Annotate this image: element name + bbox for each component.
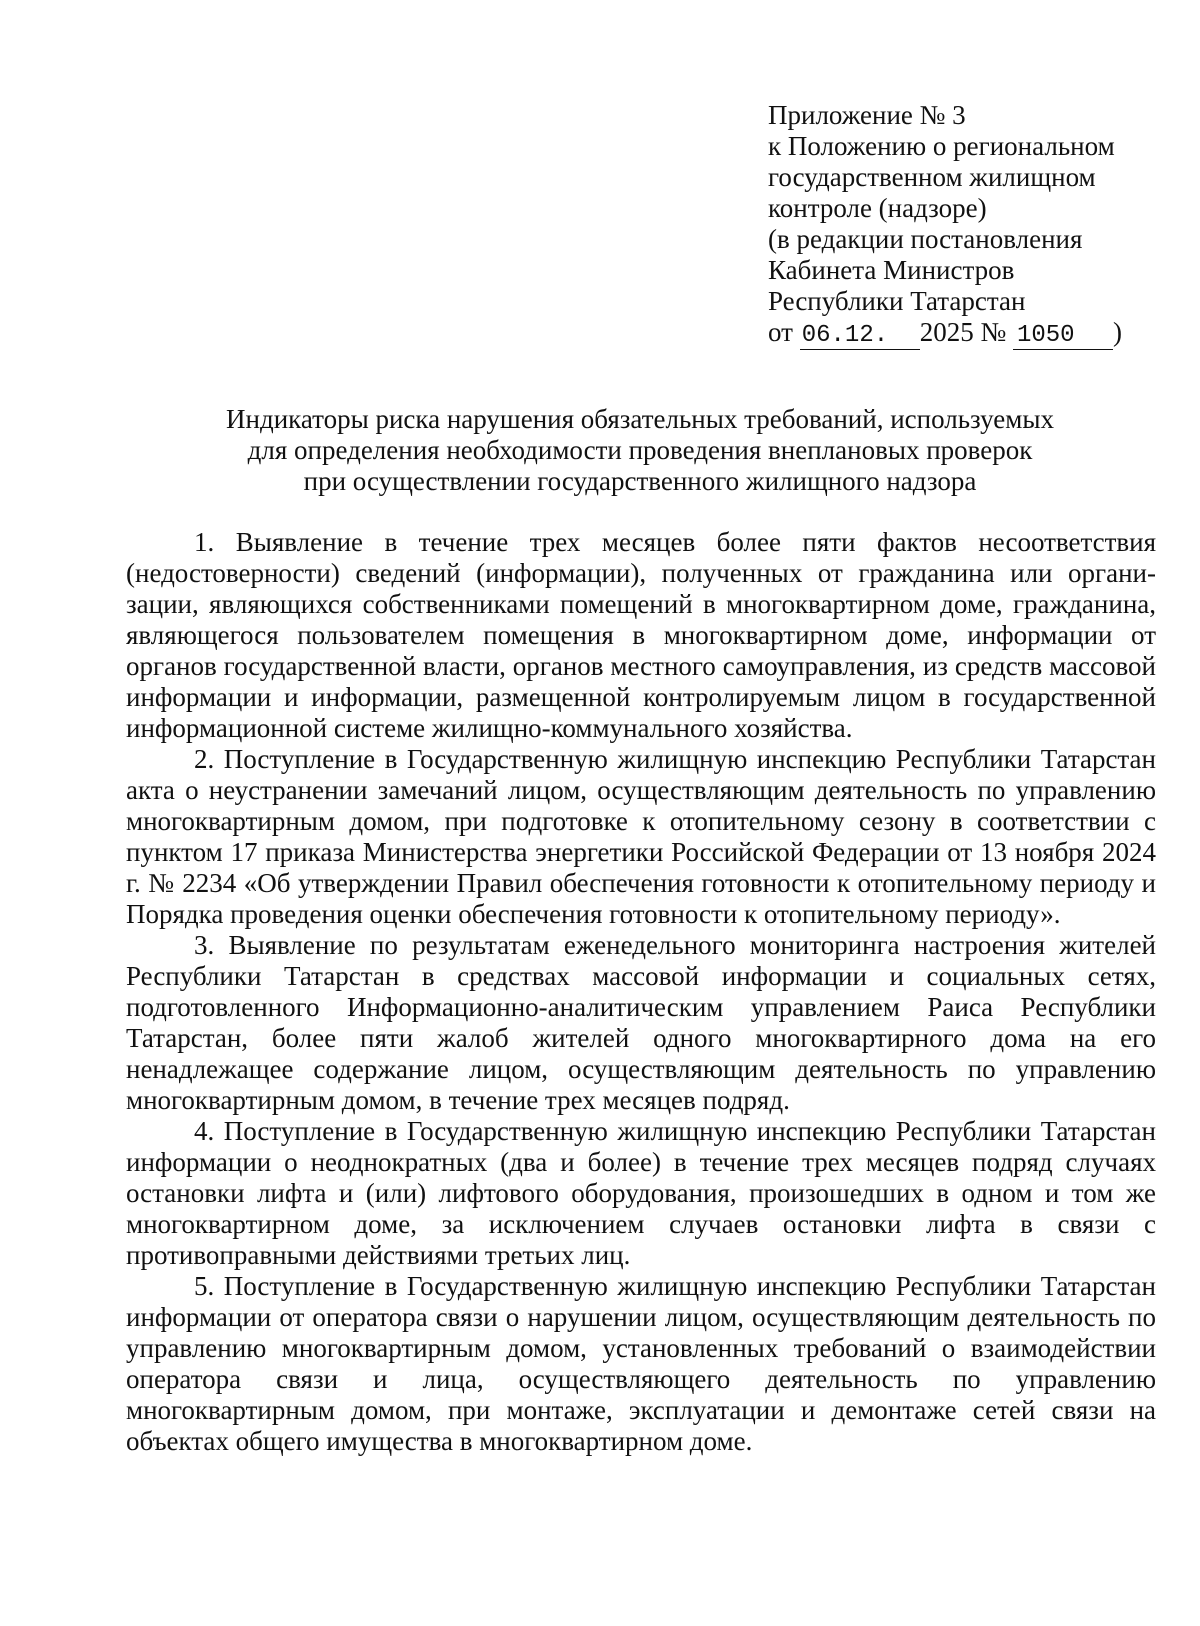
resolution-date-line — [768, 317, 1168, 350]
from-label: от — [768, 317, 793, 347]
appendix-line: к Положению о региональном — [768, 131, 1115, 161]
paragraph-3: 3. Выявление по результатам еженедельного мониторинга настроения жителей Республики Татарстан в средствах массовой информации и социальных сетях, подготовленного Информационно-аналитическим управлением Раиса Республики Татарстан, более пяти жалоб жителей одного многоквартирного дома на его ненадлежащее содержание лицом, осуществляющим деятельность по управлению многоквартирным домом, в течение трех месяцев подряд. — [126, 930, 1156, 1115]
appendix-line: Кабинета Министров — [768, 255, 1015, 285]
resolution-year: 2025 № — [919, 317, 1007, 347]
appendix-line: государственном жилищном — [768, 162, 1096, 192]
resolution-date: 06.12. — [800, 323, 920, 350]
title-line: Индикаторы риска нарушения обязательных требований, используемых — [226, 404, 1054, 434]
appendix-title: Приложение № 3 — [768, 100, 966, 130]
paragraph-5: 5. Поступление в Государственную жилищную инспекцию Республики Татарстан информации от оператора связи о нарушении лицом, осуществляющим деятельность по управлению многоквартирным домом, установленных требований о взаимодействии оператора связи и лица, осуществляющего деятельность по управлению многоквартирным домом, при монтаже, эксплуатации и демонтаже сетей связи на объектах общего имущества в многоквартирном доме. — [126, 1271, 1156, 1456]
appendix-line: контроле (надзоре) — [768, 193, 987, 223]
appendix-line: (в редакции постановления — [768, 224, 1083, 254]
paragraph-2: 2. Поступление в Государственную жилищную инспекцию Республики Татарстан акта о неустранении замечаний лицом, осуществляющим деятельность по управлению многоквартирным домом, при подготовке к отопительному сезону в соответствии с пунктом 17 приказа Министерства энергетики Российской Федерации от 13 ноября 2024 г. № 2234 «Об утверждении Правил обеспечения готовности к отопительному периоду и Порядка проведения оценки обеспечения готовности к отопительному периоду». — [126, 744, 1156, 929]
paragraph-4: 4. Поступление в Государственную жилищную инспекцию Республики Татарстан информации о неоднократных (два и более) в течение трех месяцев подряд случаях остановки лифта и (или) лифтового оборудования, произошедших в одном и том же многоквартирном доме, за исключением случаев остановки лифта в связи с противоправными действиями третьих лиц. — [126, 1116, 1156, 1270]
title-line: для определения необходимости проведения внеплановых проверок — [247, 435, 1033, 465]
paragraph-1: 1. Выявление в течение трех месяцев более пяти фактов несоответствия (недостоверности) сведений (информации), полученных от гражданина или организации, являющихся собственниками помещений в многоквартирном доме, гражданина, являющегося пользователем помещения в многоквартирном доме, информации от органов государственной власти, органов местного самоуправления, из средств массовой информации и информации, размещенной контролируемым лицом в государственной информационной системе жилищно-коммунального хозяйства. — [126, 527, 1156, 743]
document-body — [126, 527, 1156, 1457]
document-title — [120, 404, 1160, 497]
appendix-line: Республики Татарстан — [768, 286, 1026, 316]
title-line: при осуществлении государственного жилищного надзора — [303, 466, 977, 496]
close-paren: ) — [1112, 317, 1122, 347]
resolution-number: 1050 — [1013, 323, 1113, 350]
appendix-header — [768, 100, 1168, 350]
